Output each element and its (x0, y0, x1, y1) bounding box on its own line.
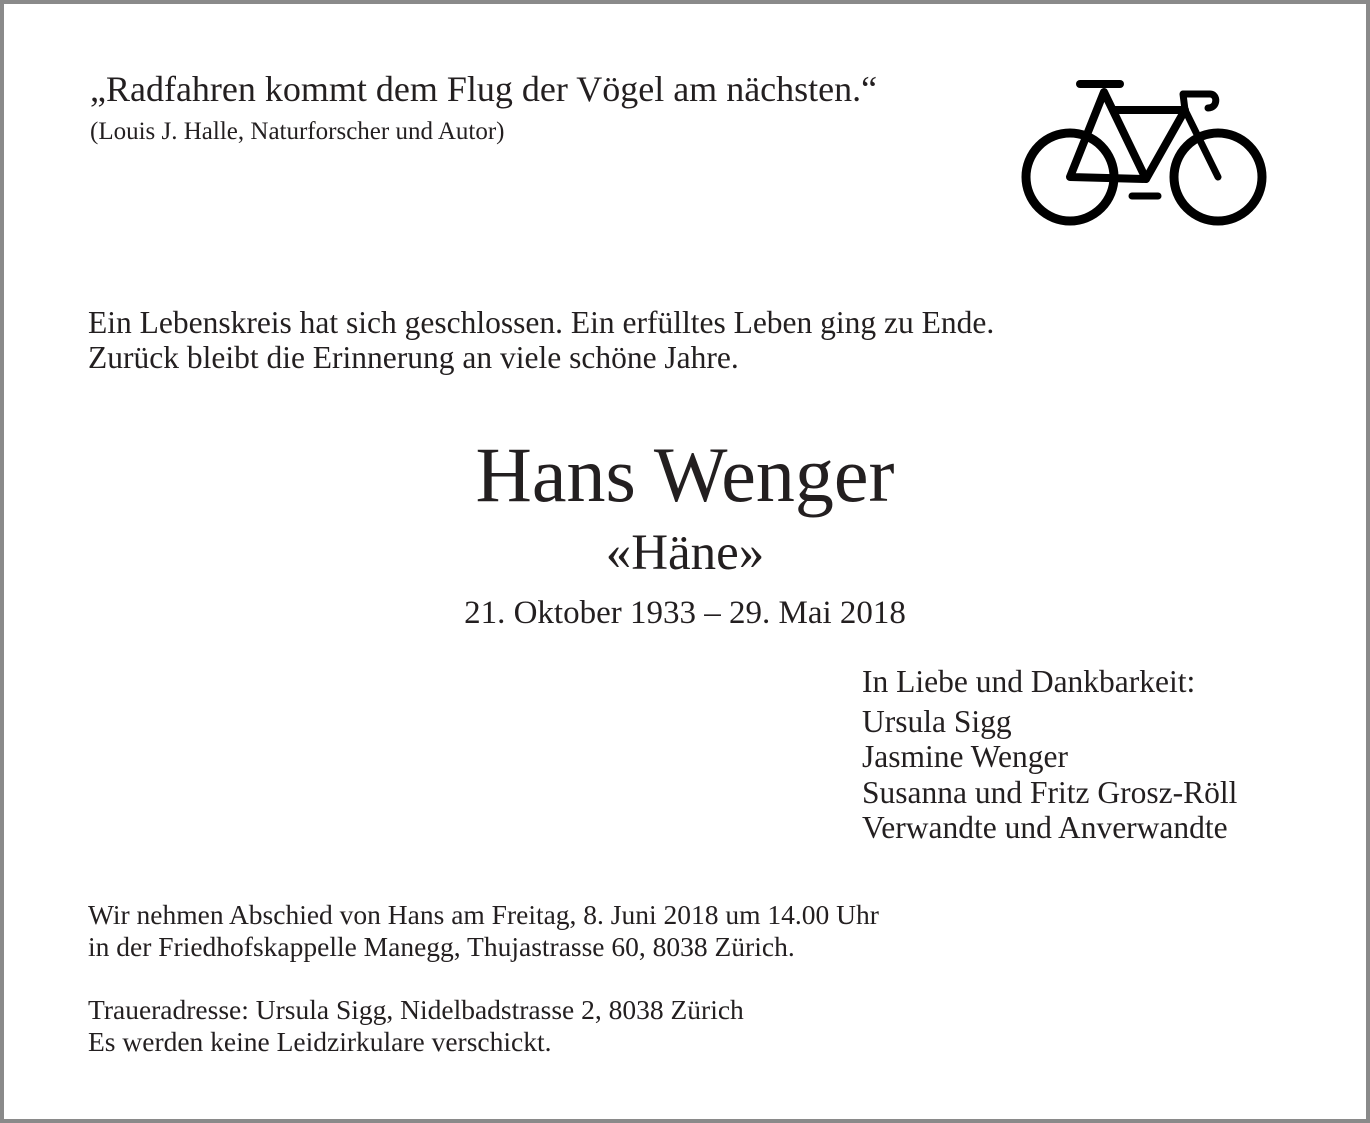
intro-line: Ein Lebenskreis hat sich geschlossen. Ein erfülltes Leben ging zu Ende. (88, 305, 995, 340)
mourners-heading: In Liebe und Dankbarkeit: (862, 664, 1196, 699)
life-dates: 21. Oktober 1933 – 29. Mai 2018 (464, 595, 906, 631)
mourners-block (862, 664, 1237, 846)
mourner-name: Jasmine Wenger (862, 739, 1068, 774)
mourner-name: Verwandte und Anverwandte (862, 810, 1228, 845)
address-line: Traueradresse: Ursula Sigg, Nidelbadstrasse 2, 8038 Zürich (88, 994, 744, 1025)
intro-text (88, 305, 994, 375)
mourning-address (88, 994, 744, 1058)
bicycle-icon (1020, 74, 1270, 229)
deceased-nickname: «Häne» (605, 525, 765, 581)
quote-text: „Radfahren kommt dem Flug der Vögel am nächsten.“ (90, 69, 878, 109)
mourner-name: Susanna und Fritz Grosz-Röll (862, 774, 1238, 810)
quote-author: (Louis J. Halle, Naturforscher und Autor) (90, 118, 505, 145)
mourner-name: Ursula Sigg (862, 703, 1012, 739)
deceased-name: Hans Wenger (475, 431, 895, 518)
farewell-line: Wir nehmen Abschied von Hans am Freitag, 8. Juni 2018 um 14.00 Uhr (88, 899, 879, 930)
farewell-notice (88, 899, 879, 963)
intro-line: Zurück bleibt die Erinnerung an viele schöne Jahre. (88, 340, 739, 375)
address-line: Es werden keine Leidzirkulare verschickt. (88, 1026, 552, 1057)
farewell-line: in der Friedhofskappelle Manegg, Thujastrasse 60, 8038 Zürich. (88, 931, 795, 962)
